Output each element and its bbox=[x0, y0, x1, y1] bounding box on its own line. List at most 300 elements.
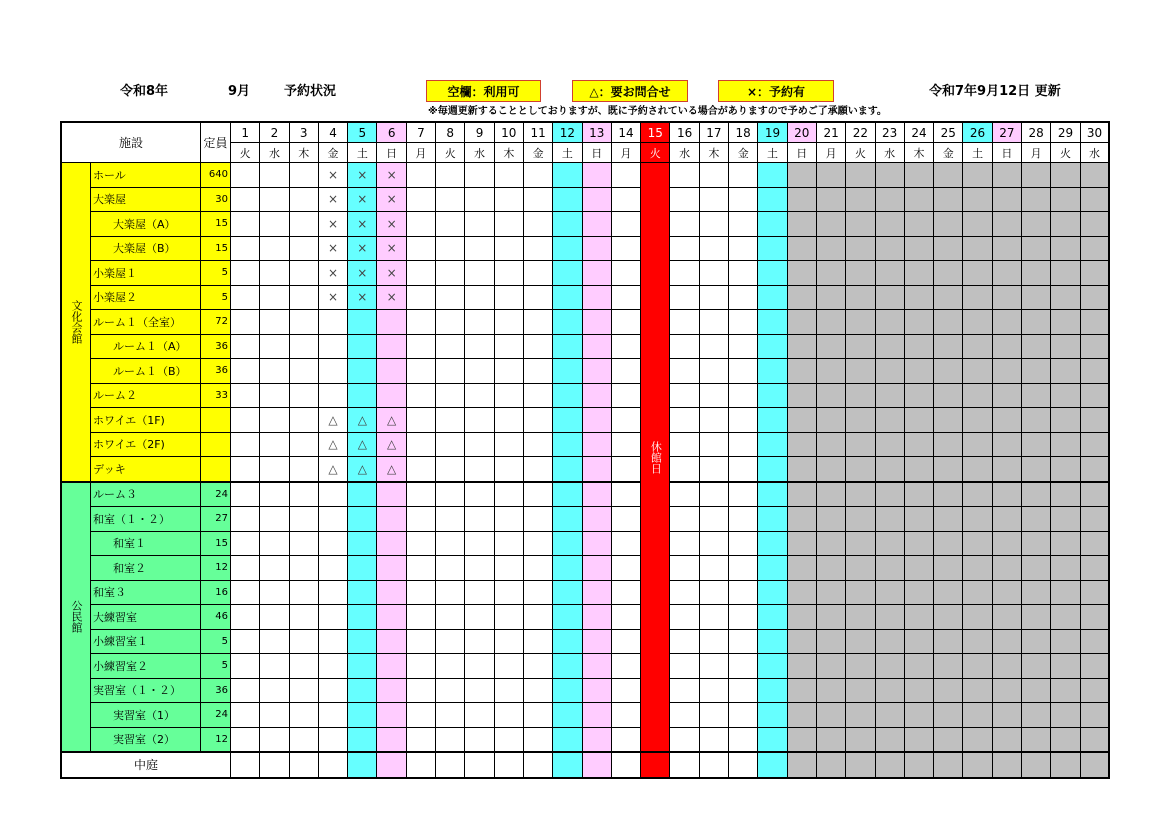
day-cell bbox=[875, 703, 904, 728]
day-cell bbox=[992, 187, 1021, 212]
day-cell bbox=[436, 261, 465, 286]
day-cell bbox=[963, 236, 992, 261]
day-cell bbox=[1051, 285, 1080, 310]
day-cell bbox=[553, 432, 582, 457]
day-cell bbox=[963, 507, 992, 532]
day-cell bbox=[1051, 163, 1080, 188]
day-cell bbox=[729, 703, 758, 728]
day-cell bbox=[348, 359, 377, 384]
day-cell bbox=[963, 432, 992, 457]
day-cell bbox=[494, 383, 523, 408]
day-cell bbox=[553, 383, 582, 408]
day-cell bbox=[1080, 507, 1109, 532]
day-cell bbox=[846, 507, 875, 532]
day-cell bbox=[494, 531, 523, 556]
day-cell bbox=[553, 482, 582, 507]
day-cell bbox=[553, 236, 582, 261]
day-cell bbox=[729, 605, 758, 630]
day-cell bbox=[992, 432, 1021, 457]
day-number: 7 bbox=[406, 122, 435, 143]
booking-mark: △ bbox=[377, 457, 406, 482]
day-cell bbox=[406, 285, 435, 310]
facility-name: 小楽屋１ bbox=[91, 261, 201, 286]
day-cell bbox=[670, 482, 699, 507]
day-cell bbox=[787, 556, 816, 581]
day-cell bbox=[523, 727, 552, 752]
day-cell bbox=[1051, 359, 1080, 384]
day-cell bbox=[699, 556, 728, 581]
day-cell bbox=[436, 752, 465, 778]
day-number: 27 bbox=[992, 122, 1021, 143]
day-cell bbox=[553, 310, 582, 335]
day-cell bbox=[934, 261, 963, 286]
day-cell bbox=[963, 703, 992, 728]
day-cell bbox=[1080, 310, 1109, 335]
day-cell bbox=[963, 359, 992, 384]
day-cell bbox=[729, 580, 758, 605]
day-cell bbox=[348, 752, 377, 778]
day-cell bbox=[582, 236, 611, 261]
day-cell bbox=[406, 654, 435, 679]
day-cell bbox=[260, 383, 289, 408]
booking-mark: △ bbox=[348, 457, 377, 482]
day-cell bbox=[787, 482, 816, 507]
day-cell bbox=[729, 408, 758, 433]
facility-name: 実習室（1） bbox=[91, 703, 201, 728]
day-cell bbox=[729, 383, 758, 408]
day-cell bbox=[1051, 482, 1080, 507]
day-cell bbox=[582, 457, 611, 482]
day-cell bbox=[729, 163, 758, 188]
day-cell bbox=[1022, 678, 1051, 703]
day-cell bbox=[904, 187, 933, 212]
day-cell bbox=[377, 359, 406, 384]
day-cell bbox=[992, 482, 1021, 507]
day-cell bbox=[992, 654, 1021, 679]
day-cell bbox=[1080, 163, 1109, 188]
day-cell bbox=[670, 261, 699, 286]
day-cell bbox=[611, 654, 640, 679]
day-cell bbox=[816, 482, 845, 507]
day-cell bbox=[494, 457, 523, 482]
capacity-value: 36 bbox=[201, 678, 231, 703]
day-cell bbox=[582, 285, 611, 310]
capacity-value: 15 bbox=[201, 236, 231, 261]
day-cell bbox=[1080, 531, 1109, 556]
weekday-label: 火 bbox=[436, 143, 465, 163]
day-cell bbox=[816, 334, 845, 359]
legend-inquiry: △：要お問合せ bbox=[572, 80, 688, 102]
day-cell bbox=[465, 383, 494, 408]
day-cell bbox=[348, 531, 377, 556]
day-cell bbox=[523, 359, 552, 384]
day-cell bbox=[465, 654, 494, 679]
table-row bbox=[61, 556, 1109, 581]
day-cell bbox=[465, 310, 494, 335]
day-cell bbox=[787, 432, 816, 457]
day-cell bbox=[231, 212, 260, 237]
header-year: 令和8年 bbox=[120, 84, 169, 99]
day-cell bbox=[934, 432, 963, 457]
day-cell bbox=[699, 359, 728, 384]
day-cell bbox=[377, 507, 406, 532]
day-cell bbox=[1051, 703, 1080, 728]
day-cell bbox=[1022, 432, 1051, 457]
day-cell bbox=[934, 187, 963, 212]
day-cell bbox=[406, 531, 435, 556]
day-cell bbox=[846, 187, 875, 212]
day-cell bbox=[436, 507, 465, 532]
day-cell bbox=[904, 334, 933, 359]
day-number: 29 bbox=[1051, 122, 1080, 143]
day-cell bbox=[1051, 310, 1080, 335]
day-cell bbox=[611, 285, 640, 310]
day-cell bbox=[1051, 261, 1080, 286]
day-cell bbox=[406, 629, 435, 654]
facility-name: 和室１ bbox=[91, 531, 201, 556]
day-cell bbox=[875, 752, 904, 778]
day-cell bbox=[816, 187, 845, 212]
day-cell bbox=[1051, 556, 1080, 581]
weekday-label: 木 bbox=[494, 143, 523, 163]
header-month: 9月 bbox=[228, 84, 251, 99]
day-cell bbox=[406, 359, 435, 384]
day-cell bbox=[758, 236, 787, 261]
day-cell bbox=[436, 605, 465, 630]
day-cell bbox=[699, 187, 728, 212]
day-cell bbox=[816, 703, 845, 728]
day-cell bbox=[699, 212, 728, 237]
day-cell bbox=[289, 629, 318, 654]
day-cell bbox=[289, 334, 318, 359]
day-cell bbox=[670, 580, 699, 605]
day-cell bbox=[670, 310, 699, 335]
day-cell bbox=[318, 334, 347, 359]
day-cell bbox=[1051, 727, 1080, 752]
table-row bbox=[61, 285, 1109, 310]
day-cell bbox=[436, 531, 465, 556]
capacity-value: 46 bbox=[201, 605, 231, 630]
capacity-value: 36 bbox=[201, 334, 231, 359]
day-cell bbox=[436, 383, 465, 408]
day-cell bbox=[436, 482, 465, 507]
day-cell bbox=[553, 507, 582, 532]
day-number: 28 bbox=[1022, 122, 1051, 143]
table-row bbox=[61, 703, 1109, 728]
day-cell bbox=[758, 408, 787, 433]
day-cell bbox=[1022, 212, 1051, 237]
day-cell bbox=[494, 408, 523, 433]
day-cell bbox=[553, 654, 582, 679]
booking-mark: × bbox=[348, 261, 377, 286]
day-cell bbox=[523, 236, 552, 261]
day-cell bbox=[231, 408, 260, 433]
day-cell bbox=[494, 556, 523, 581]
day-cell bbox=[816, 408, 845, 433]
day-cell bbox=[729, 261, 758, 286]
day-cell bbox=[611, 383, 640, 408]
day-cell bbox=[523, 408, 552, 433]
day-cell bbox=[260, 212, 289, 237]
day-cell bbox=[1080, 212, 1109, 237]
day-cell bbox=[904, 678, 933, 703]
day-cell bbox=[787, 359, 816, 384]
day-cell bbox=[494, 580, 523, 605]
day-cell bbox=[846, 236, 875, 261]
day-cell bbox=[670, 678, 699, 703]
day-cell bbox=[465, 408, 494, 433]
day-cell bbox=[729, 310, 758, 335]
weekday-label: 水 bbox=[670, 143, 699, 163]
day-cell bbox=[231, 580, 260, 605]
day-cell bbox=[465, 236, 494, 261]
day-cell bbox=[904, 727, 933, 752]
weekday-label: 日 bbox=[787, 143, 816, 163]
day-cell bbox=[260, 580, 289, 605]
day-cell bbox=[260, 187, 289, 212]
day-cell bbox=[523, 212, 552, 237]
weekday-label: 水 bbox=[875, 143, 904, 163]
booking-mark: × bbox=[348, 236, 377, 261]
facility-name: 小練習室２ bbox=[91, 654, 201, 679]
day-cell bbox=[758, 310, 787, 335]
day-cell bbox=[904, 752, 933, 778]
day-cell bbox=[670, 212, 699, 237]
table-row bbox=[61, 531, 1109, 556]
day-cell bbox=[699, 285, 728, 310]
day-cell bbox=[231, 678, 260, 703]
day-cell bbox=[904, 629, 933, 654]
weekday-label: 月 bbox=[816, 143, 845, 163]
day-cell bbox=[465, 752, 494, 778]
day-cell bbox=[787, 605, 816, 630]
day-cell bbox=[611, 752, 640, 778]
day-cell bbox=[348, 580, 377, 605]
day-cell bbox=[670, 334, 699, 359]
day-cell bbox=[758, 727, 787, 752]
day-number: 16 bbox=[670, 122, 699, 143]
day-cell bbox=[875, 629, 904, 654]
day-cell bbox=[231, 383, 260, 408]
weekday-label: 月 bbox=[611, 143, 640, 163]
day-cell bbox=[1080, 432, 1109, 457]
day-cell bbox=[494, 507, 523, 532]
booking-mark: △ bbox=[348, 432, 377, 457]
day-cell bbox=[787, 285, 816, 310]
day-cell bbox=[992, 556, 1021, 581]
day-cell bbox=[523, 654, 552, 679]
day-cell bbox=[289, 531, 318, 556]
capacity-value: 5 bbox=[201, 654, 231, 679]
day-cell bbox=[699, 482, 728, 507]
day-cell bbox=[787, 236, 816, 261]
day-cell bbox=[846, 457, 875, 482]
day-cell bbox=[641, 752, 670, 778]
day-cell bbox=[465, 580, 494, 605]
day-cell bbox=[875, 482, 904, 507]
facility-name: 大楽屋 bbox=[91, 187, 201, 212]
day-cell bbox=[758, 261, 787, 286]
booking-mark: × bbox=[377, 212, 406, 237]
day-cell bbox=[992, 285, 1021, 310]
weekday-label: 水 bbox=[260, 143, 289, 163]
day-cell bbox=[846, 334, 875, 359]
day-cell bbox=[816, 163, 845, 188]
table-row bbox=[61, 629, 1109, 654]
day-cell bbox=[611, 334, 640, 359]
day-cell bbox=[963, 556, 992, 581]
day-cell bbox=[816, 457, 845, 482]
day-cell bbox=[699, 310, 728, 335]
table-row bbox=[61, 310, 1109, 335]
day-number: 1 bbox=[231, 122, 260, 143]
day-cell bbox=[758, 678, 787, 703]
day-cell bbox=[289, 163, 318, 188]
day-cell bbox=[553, 605, 582, 630]
day-cell bbox=[260, 507, 289, 532]
facility-name: 和室３ bbox=[91, 580, 201, 605]
day-cell bbox=[231, 482, 260, 507]
day-cell bbox=[670, 408, 699, 433]
day-cell bbox=[670, 556, 699, 581]
day-cell bbox=[787, 408, 816, 433]
day-cell bbox=[934, 359, 963, 384]
capacity-value: 24 bbox=[201, 703, 231, 728]
day-cell bbox=[758, 432, 787, 457]
day-cell bbox=[787, 629, 816, 654]
day-cell bbox=[758, 531, 787, 556]
capacity-value: 33 bbox=[201, 383, 231, 408]
day-cell bbox=[1051, 408, 1080, 433]
booking-mark: × bbox=[318, 212, 347, 237]
facility-name: 実習室（2） bbox=[91, 727, 201, 752]
day-cell bbox=[231, 310, 260, 335]
day-cell bbox=[1022, 285, 1051, 310]
day-cell bbox=[1080, 261, 1109, 286]
day-cell bbox=[494, 261, 523, 286]
day-cell bbox=[963, 310, 992, 335]
day-cell bbox=[494, 432, 523, 457]
day-cell bbox=[846, 752, 875, 778]
day-cell bbox=[816, 383, 845, 408]
day-cell bbox=[904, 654, 933, 679]
booking-mark: × bbox=[318, 236, 347, 261]
day-cell bbox=[289, 359, 318, 384]
table-row bbox=[61, 236, 1109, 261]
day-cell bbox=[436, 556, 465, 581]
day-cell bbox=[963, 212, 992, 237]
table-row bbox=[61, 187, 1109, 212]
day-cell bbox=[1022, 310, 1051, 335]
day-cell bbox=[699, 605, 728, 630]
table-row bbox=[61, 678, 1109, 703]
day-cell bbox=[875, 727, 904, 752]
day-cell bbox=[670, 531, 699, 556]
day-cell bbox=[406, 457, 435, 482]
day-cell bbox=[670, 507, 699, 532]
day-cell bbox=[934, 654, 963, 679]
day-cell bbox=[611, 310, 640, 335]
day-cell bbox=[318, 556, 347, 581]
day-cell bbox=[582, 334, 611, 359]
day-number: 10 bbox=[494, 122, 523, 143]
day-cell bbox=[846, 727, 875, 752]
day-cell bbox=[729, 752, 758, 778]
facility-name: 小練習室１ bbox=[91, 629, 201, 654]
day-cell bbox=[348, 482, 377, 507]
day-cell bbox=[523, 752, 552, 778]
day-cell bbox=[318, 703, 347, 728]
day-cell bbox=[406, 383, 435, 408]
day-cell bbox=[348, 556, 377, 581]
facility-name: 和室（１・２） bbox=[91, 507, 201, 532]
booking-mark: × bbox=[348, 163, 377, 188]
day-cell bbox=[523, 261, 552, 286]
day-cell bbox=[699, 236, 728, 261]
day-cell bbox=[816, 212, 845, 237]
booking-mark: × bbox=[377, 236, 406, 261]
day-cell bbox=[582, 408, 611, 433]
day-cell bbox=[523, 605, 552, 630]
day-cell bbox=[1022, 383, 1051, 408]
day-cell bbox=[963, 261, 992, 286]
day-cell bbox=[934, 285, 963, 310]
day-cell bbox=[406, 605, 435, 630]
day-cell bbox=[611, 580, 640, 605]
table-row bbox=[61, 457, 1109, 482]
day-number: 25 bbox=[934, 122, 963, 143]
day-cell bbox=[1051, 187, 1080, 212]
weekday-label: 水 bbox=[465, 143, 494, 163]
day-cell bbox=[260, 752, 289, 778]
day-cell bbox=[1080, 556, 1109, 581]
day-cell bbox=[231, 432, 260, 457]
day-number: 20 bbox=[787, 122, 816, 143]
day-cell bbox=[436, 629, 465, 654]
day-cell bbox=[436, 654, 465, 679]
day-cell bbox=[670, 187, 699, 212]
day-cell bbox=[582, 703, 611, 728]
day-cell bbox=[377, 482, 406, 507]
day-cell bbox=[231, 163, 260, 188]
day-cell bbox=[699, 580, 728, 605]
day-cell bbox=[348, 678, 377, 703]
day-cell bbox=[1051, 605, 1080, 630]
day-number: 23 bbox=[875, 122, 904, 143]
day-cell bbox=[934, 212, 963, 237]
day-cell bbox=[260, 261, 289, 286]
day-cell bbox=[699, 507, 728, 532]
day-cell bbox=[758, 334, 787, 359]
day-cell bbox=[289, 703, 318, 728]
facility-name: ホワイエ（1F) bbox=[91, 408, 201, 433]
booking-mark: × bbox=[348, 285, 377, 310]
day-cell bbox=[318, 482, 347, 507]
booking-mark: × bbox=[348, 187, 377, 212]
facility-name: ルーム３ bbox=[91, 482, 201, 507]
day-cell bbox=[377, 531, 406, 556]
day-cell bbox=[523, 482, 552, 507]
day-cell bbox=[699, 432, 728, 457]
weekday-label: 土 bbox=[348, 143, 377, 163]
day-cell bbox=[934, 507, 963, 532]
day-cell bbox=[699, 752, 728, 778]
day-cell bbox=[934, 236, 963, 261]
day-cell bbox=[875, 383, 904, 408]
day-cell bbox=[1051, 236, 1080, 261]
day-cell bbox=[670, 383, 699, 408]
day-cell bbox=[318, 678, 347, 703]
